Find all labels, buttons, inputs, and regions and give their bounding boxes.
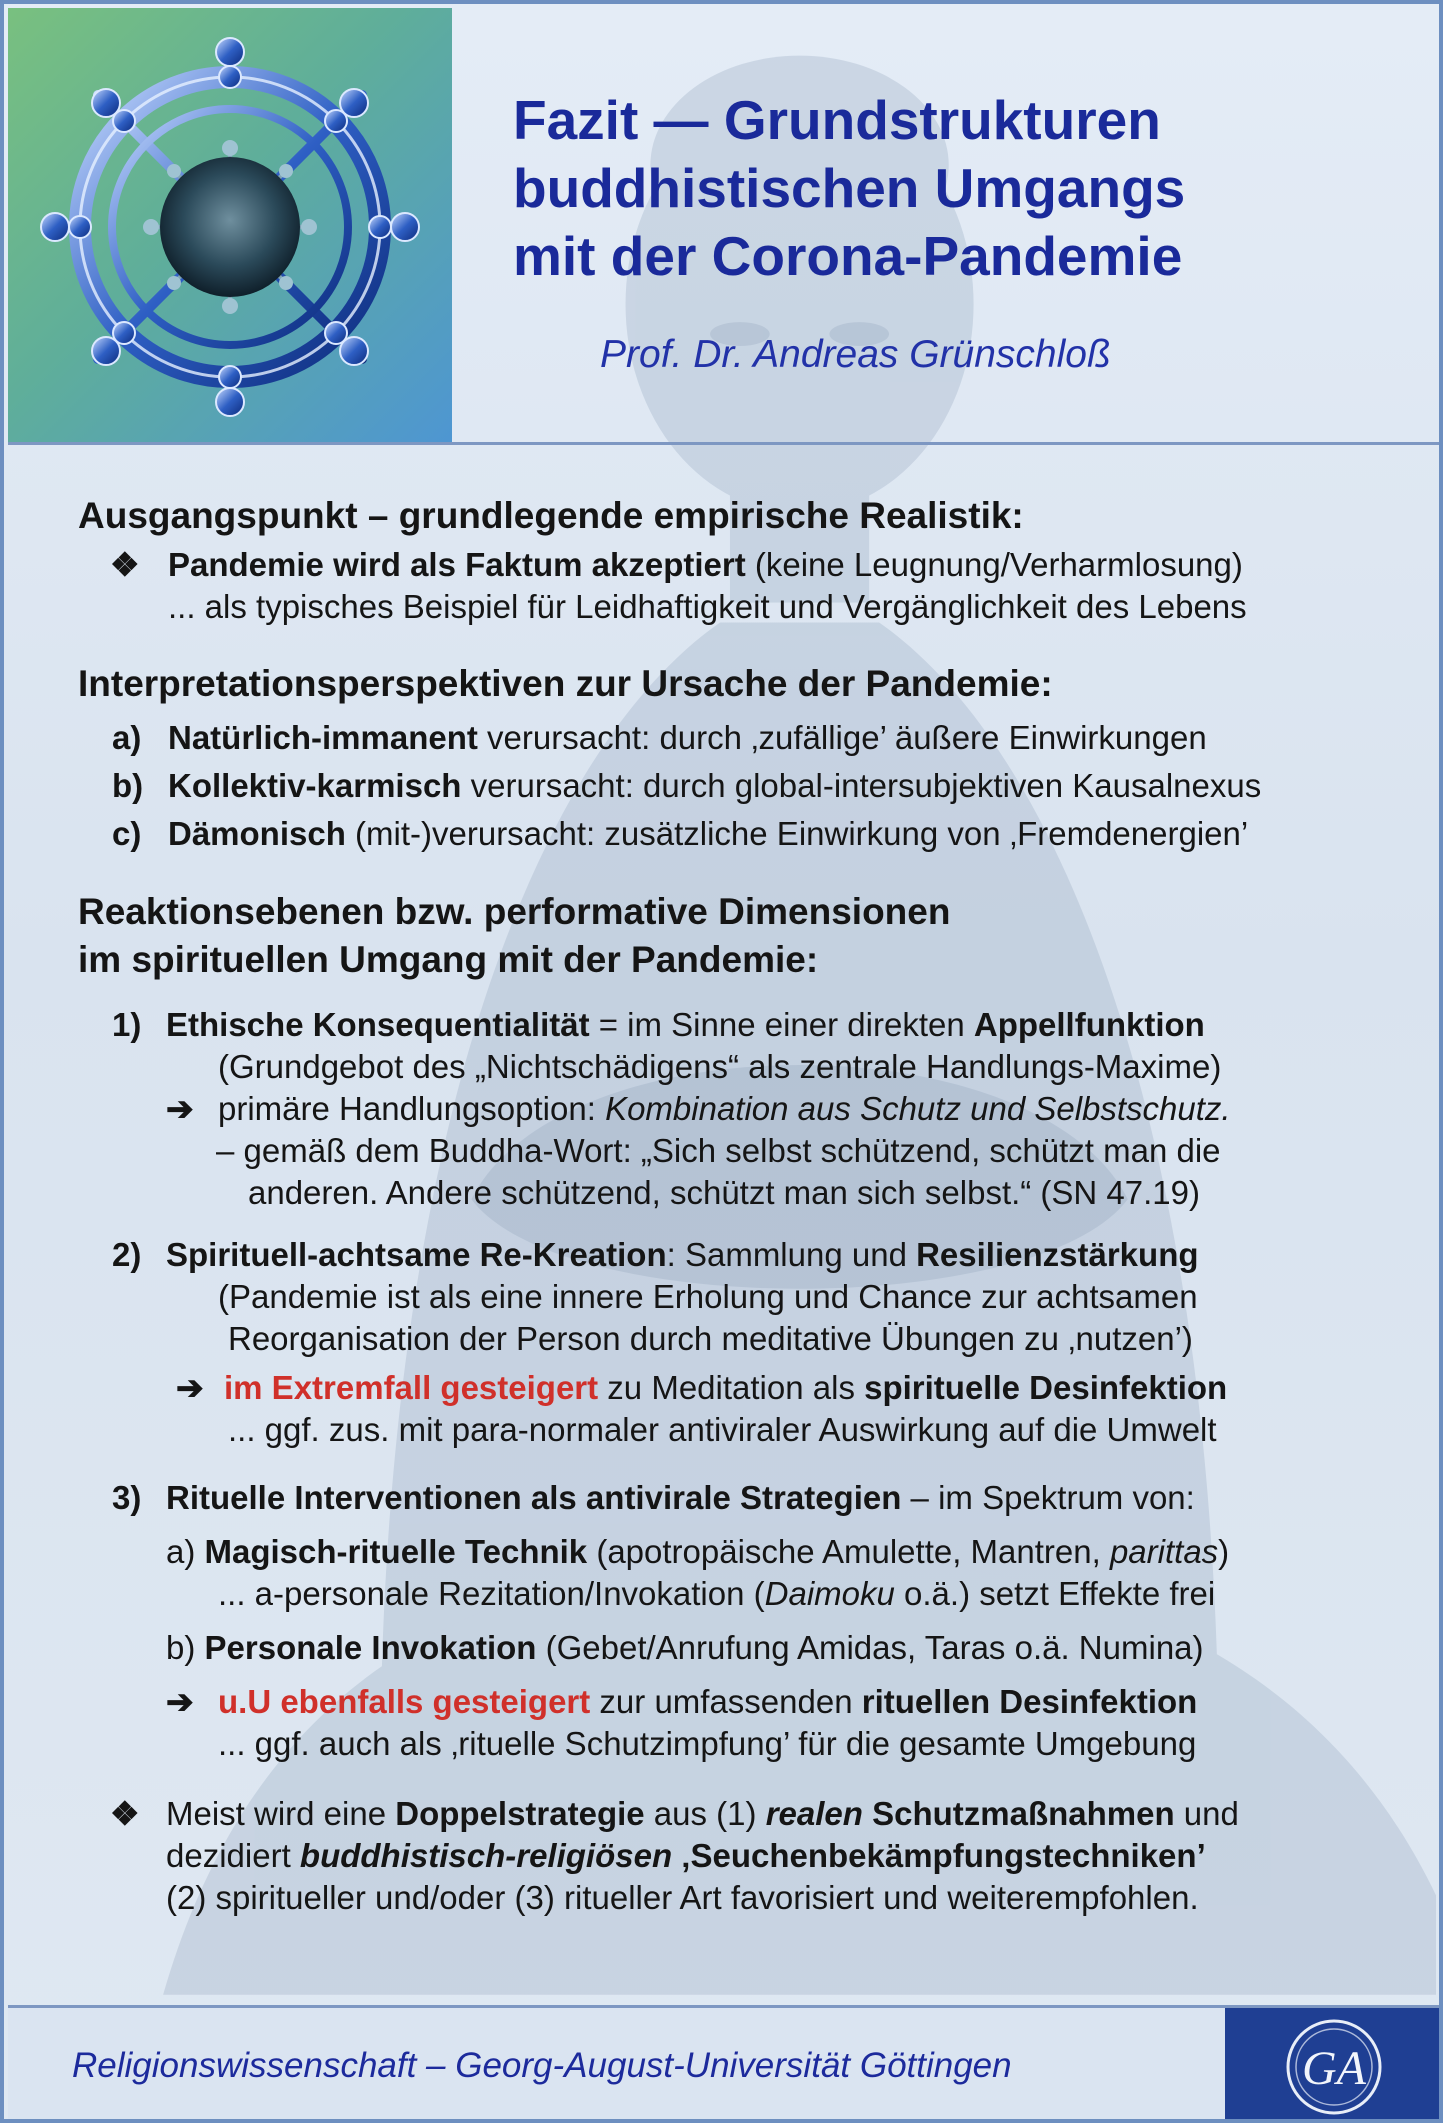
header (8, 8, 1443, 445)
item1-bold: Ethische Konsequentialität (166, 1006, 590, 1043)
list-item-bold: Natürlich-immanent (168, 719, 478, 756)
item3-escalation (78, 1681, 1398, 1723)
arrow-icon: ➔ (176, 1369, 204, 1406)
university-seal (1225, 2008, 1443, 2123)
final-bullet (78, 1793, 1398, 1835)
content (78, 492, 1398, 1919)
footer (8, 2005, 1443, 2123)
final-text-2: aus (1) (644, 1795, 766, 1832)
item3-bold: Rituelle Interventionen als antivirale Strategien (166, 1479, 902, 1516)
item2-line3: Reorganisation der Person durch meditative Übungen zu ‚nutzen’) (228, 1320, 1193, 1357)
bullet-bold: Pandemie wird als Faktum akzeptiert (168, 546, 746, 583)
item2-bold: Spirituell-achtsame Re-Kreation (166, 1236, 667, 1273)
arrow-icon: ➔ (166, 1090, 194, 1127)
item3-escalation-text: zur umfassenden (590, 1683, 862, 1720)
final-text-6 (672, 1837, 681, 1874)
list-item-bold: Kollektiv-karmisch (168, 767, 462, 804)
list-marker: b) (112, 767, 144, 804)
sub-a-italic: parittas (1109, 1533, 1219, 1570)
item1-line4: – gemäß dem Buddha-Wort: „Sich selbst schützend, schützt man die (216, 1132, 1221, 1169)
diamond-bullet-icon: ❖ (110, 546, 140, 583)
reaction-item-2 (78, 1234, 1398, 1276)
sub-b-text: (Gebet/Anrufung Amidas, Taras o.ä. Numina) (536, 1629, 1204, 1666)
final-line2 (78, 1835, 1398, 1877)
reaction-item-1 (78, 1004, 1398, 1046)
item3-text: – im Spektrum von: (901, 1479, 1195, 1516)
list-marker: c) (112, 815, 142, 852)
list-item-bold: Dämonisch (168, 815, 346, 852)
page-title (513, 86, 1185, 290)
sub-a-text: (apotropäische Amulette, Mantren, (587, 1533, 1110, 1570)
sub-marker-b: b) (166, 1629, 196, 1666)
item2-text: : Sammlung und (666, 1236, 917, 1273)
item2-line4-bold: spirituelle Desinfektion (864, 1369, 1228, 1406)
list-marker: 3) (112, 1479, 142, 1516)
item1-bold2: Appellfunktion (973, 1006, 1205, 1043)
university-seal-icon (1225, 2008, 1443, 2123)
item1-line3-text: primäre Handlungsoption: (218, 1090, 606, 1127)
item3-red-text: u.U ebenfalls gesteigert (218, 1683, 591, 1720)
sub-b-bold: Personale Invokation (204, 1629, 537, 1666)
item2-red-text: im Extremfall gesteigert (224, 1369, 599, 1406)
sub-marker-a: a) (166, 1533, 196, 1570)
list-item-c (78, 810, 1398, 858)
item1-line2: (Grundgebot des „Nichtschädigens“ als zentrale Handlungs-Maxime) (218, 1048, 1222, 1085)
item2-line5: ... ggf. zus. mit para-normaler antiviraler Auswirkung auf die Umwelt (228, 1411, 1217, 1448)
seal-letters: GA (1302, 2042, 1366, 2095)
footer-institution: Religionswissenschaft – Georg-August-Universität Göttingen (72, 2046, 1012, 2085)
bullet-item (78, 544, 1398, 586)
final-text-5: dezidiert (166, 1837, 300, 1874)
final-text-4: und (1174, 1795, 1239, 1832)
item3-escalation-bold: rituellen Desinfektion (861, 1683, 1198, 1720)
sub-a-line2-text: ... a-personale Rezitation/Invokation ( (218, 1575, 765, 1612)
logo-panel (8, 8, 452, 442)
item3-sub-a (78, 1531, 1398, 1573)
item2-line4 (78, 1367, 1398, 1409)
final-text-1: Meist wird eine (166, 1795, 396, 1832)
author-name: Prof. Dr. Andreas Grünschloß (600, 333, 1111, 376)
diamond-bullet-icon: ❖ (110, 1795, 140, 1832)
dharma-wheel-virus-icon (22, 22, 438, 432)
section-heading-interpretation: Interpretationsperspektiven zur Ursache der Pandemie: (78, 663, 1053, 704)
item1-line3 (78, 1088, 1398, 1130)
list-item-text: (mit-)verursacht: zusätzliche Einwirkung von ‚Fremdenergien’ (345, 815, 1249, 852)
list-item-b (78, 762, 1398, 810)
list-item-text: verursacht: durch global-intersubjektiven Kausalnexus (461, 767, 1262, 804)
item2-bold2: Resilienzstärkung (916, 1236, 1199, 1273)
section-heading-reaktion-2: im spirituellen Umgang mit der Pandemie: (78, 939, 819, 980)
list-item-text: verursacht: durch ‚zufällige’ äußere Einwirkungen (477, 719, 1207, 756)
final-text-3 (863, 1795, 872, 1832)
title-line-3: mit der Corona-Pandemie (513, 225, 1183, 287)
item1-line3-italic: Kombination aus Schutz und Selbstschutz. (605, 1090, 1231, 1127)
section-heading-reaktion-1: Reaktionsebenen bzw. performative Dimensionen (78, 891, 951, 932)
list-marker: 1) (112, 1006, 142, 1043)
list-item-a (78, 714, 1398, 762)
item3-escalation-line2: ... ggf. auch als ‚rituelle Schutzimpfung’ für die gesamte Umgebung (218, 1725, 1197, 1762)
item1-text: = im Sinne einer direkten (589, 1006, 974, 1043)
title-line-2: buddhistischen Umgangs (513, 157, 1186, 219)
final-bold-2: Schutzmaßnahmen (872, 1795, 1175, 1832)
item2-line4-text: zu Meditation als (598, 1369, 865, 1406)
bullet-text: (keine Leugnung/Verharmlosung) (745, 546, 1243, 583)
item3-sub-a-line2 (78, 1573, 1398, 1615)
item3-sub-b (78, 1627, 1398, 1669)
bullet-continuation: ... als typisches Beispiel für Leidhaftigkeit und Vergänglichkeit des Lebens (168, 588, 1247, 625)
arrow-icon: ➔ (166, 1683, 194, 1720)
section-heading-ausgangspunkt: Ausgangspunkt – grundlegende empirische Realistik: (78, 495, 1024, 536)
final-bold-italic-1: realen (765, 1795, 863, 1832)
item1-line5: anderen. Andere schützend, schützt man sich selbst.“ (SN 47.19) (248, 1174, 1201, 1211)
list-marker: a) (112, 719, 142, 756)
sub-a-line2-italic: Daimoku (764, 1575, 895, 1612)
list-marker: 2) (112, 1236, 142, 1273)
sub-a-end: ) (1218, 1533, 1230, 1570)
final-line3: (2) spiritueller und/oder (3) ritueller Art favorisiert und weiterempfohlen. (166, 1879, 1199, 1916)
sub-a-bold: Magisch-rituelle Technik (204, 1533, 588, 1570)
final-bold-3: ‚Seuchenbekämpfungstechniken’ (681, 1837, 1206, 1874)
title-line-1: Fazit — Grundstrukturen (513, 89, 1161, 151)
item2-line2: (Pandemie ist als eine innere Erholung und Chance zur achtsamen (218, 1278, 1198, 1315)
reaction-item-3 (78, 1477, 1398, 1519)
final-bold-italic-2: buddhistisch-religiösen (299, 1837, 673, 1874)
sub-a-line2-end: o.ä.) setzt Effekte frei (894, 1575, 1216, 1612)
final-bold-1: Doppelstrategie (395, 1795, 645, 1832)
